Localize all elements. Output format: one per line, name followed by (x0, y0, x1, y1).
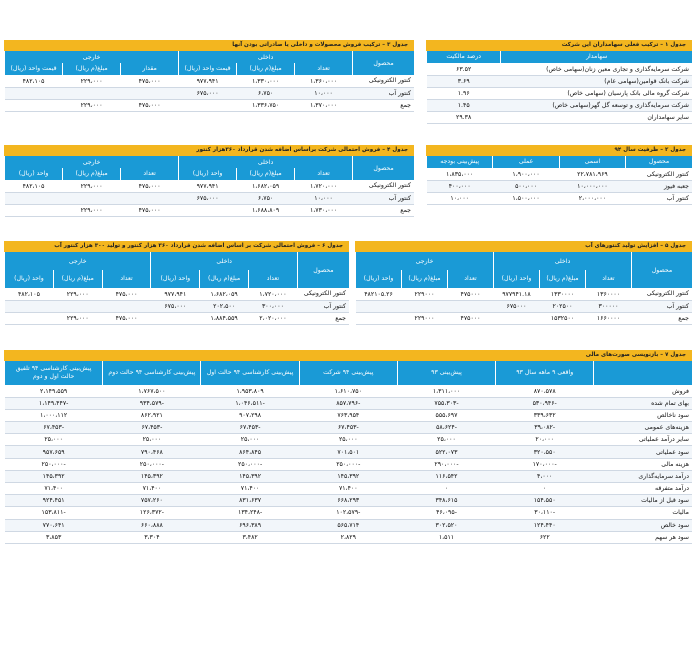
table-row (5, 99, 415, 111)
table-cell: ۹۷۷،۹۴۱ (179, 180, 237, 192)
table-row (356, 312, 693, 324)
table-cell: ۱.۴۵ (427, 99, 501, 111)
table-cell: ۱۰،۰۰۰ (295, 192, 353, 204)
table-row (5, 312, 350, 324)
table-cell: ۲،۰۲۰،۰۰۰ (249, 312, 298, 324)
table-cell: ۱،۷۳۰،۰۰۰ (295, 204, 353, 216)
table-cell: ۶،۷۵۰ (237, 87, 295, 99)
table-2-capacity (426, 145, 692, 205)
table-cell: ۳۰۰،۰۰۰ (249, 300, 298, 312)
header: درصد مالکیت (427, 51, 501, 63)
table-cell: ۱۴۵،۳۹۲ (5, 470, 103, 482)
table-cell: ۷۶۳،۹۵۴ (299, 409, 397, 421)
row-label: بهای تمام شده (594, 397, 692, 409)
table-cell: ۱،۶۱۰،۷۵۰ (299, 385, 397, 397)
column-header: تعداد (295, 168, 353, 180)
table-cell: ۴۷۵،۰۰۰ (102, 288, 151, 300)
table-cell: ۶۷۵،۰۰۰ (179, 192, 237, 204)
row-label: جمع (297, 312, 349, 324)
table-cell: ۹۵۷،۶۵۹ (5, 446, 103, 458)
table-cell: -۲۵۰،۰۰۰ (299, 458, 397, 470)
product-header: محصول (631, 252, 692, 288)
table-cell: ۸۶۴،۸۴۵ (201, 446, 299, 458)
column-header: واحد (ریال) (356, 270, 402, 288)
table-row (5, 507, 693, 519)
table-cell (102, 300, 151, 312)
table-cell: ۴۷۵،۰۰۰ (121, 180, 179, 192)
column-header: تعداد (448, 270, 494, 288)
row-label: سایر سهامداران (501, 111, 692, 123)
table-cell: ۲۲۹،۰۰۰ (53, 288, 102, 300)
table-row (5, 204, 415, 216)
foreign-header: خارجی (5, 156, 179, 168)
row-label: سود عملیاتی (594, 446, 692, 458)
table-cell: ۲۰،۰۰۰ (496, 434, 594, 446)
table-cell: -۱۵۳،۸۱۱ (5, 507, 103, 519)
table-cell: -۵۳۰،۹۴۶ (496, 397, 594, 409)
table-cell: ۱،۳۳۰،۰۰۰ (237, 75, 295, 87)
table-cell: -۲۵۰،۰۰۰ (103, 458, 201, 470)
table-cell: -۶۷،۴۵۳ (201, 422, 299, 434)
table-cell: ۵۰۰،۰۰۰ (493, 180, 559, 192)
table-cell: ۴۷۵،۰۰۰ (121, 204, 179, 216)
table-row (5, 87, 415, 99)
table-cell: ۶۷۵۰۰۰ (493, 300, 539, 312)
table-5-title: جدول ۵ – افزایش تولید کنتورهای آب (355, 241, 692, 252)
table-row (5, 495, 693, 507)
table-cell: ۲،۰۰۰،۰۰۰ (559, 192, 625, 204)
table-row (427, 180, 693, 192)
table-cell: ۲۵،۰۰۰ (5, 434, 103, 446)
table-cell: ۴،۰۰۰ (496, 470, 594, 482)
column-header: پیش‌بینی کارشناسی ۹۴ حالت اول (201, 361, 299, 385)
table-row (427, 87, 693, 99)
row-label: کنتور الکترونیکی (626, 168, 692, 180)
row-label: کنتور الکترونیکی (631, 288, 692, 300)
table-cell: ۱،۸۸۴،۵۵۹ (200, 312, 249, 324)
table-cell: ۱،۸۳۵،۰۰۰ (427, 168, 493, 180)
table-cell: ۱۰،۰۰۰ (427, 192, 493, 204)
table-row (5, 288, 350, 300)
row-label: جمع (353, 99, 414, 111)
table-cell: ۳،۴۸۲ (201, 531, 299, 543)
table-cell: -۲۵۰،۰۰۰ (5, 458, 103, 470)
table-cell (5, 312, 54, 324)
table-cell: ۷۱،۴۰۰ (103, 483, 201, 495)
product-header: محصول (353, 156, 414, 180)
table-cell: ۴۷۵،۰۰۰ (102, 312, 151, 324)
column-header: واحد (ریال) (5, 168, 63, 180)
table-cell: ۹۷۷،۹۴۱ (179, 75, 237, 87)
table-1-title: جدول ۱ – ترکیب فعلی سهامداران این شرکت (426, 40, 692, 51)
table-cell (493, 312, 539, 324)
table-row (5, 470, 693, 482)
column-header: پیش‌بینی ۹۳ (397, 361, 495, 385)
table-cell: -۶۷،۴۵۳ (103, 422, 201, 434)
table-6-title: جدول ۶ – فروش احتمالی شرکت بر اساس اضافه شدن قرارداد ۳۶۰ هزار کنتور و تولید ۳۰۰ هزار کنتور آب (4, 241, 349, 252)
table-cell: ۹۷۷،۹۴۱ (151, 288, 200, 300)
row-label: سایر درآمد عملیاتی (594, 434, 692, 446)
table-cell: -۴۶،۰۹۵ (397, 507, 495, 519)
table-7-title: جدول ۷ – بازنویسی صورت‌های مالی (4, 350, 692, 361)
table-cell: ۳۴۸،۶۱۵ (397, 495, 495, 507)
table-cell: ۲۲۹۰۰۰ (402, 288, 448, 300)
table-cell: -۹۳۴،۵۷۹ (103, 397, 201, 409)
table-cell: ۱،۷۲۰،۰۰۰ (249, 288, 298, 300)
table-cell: ۶۷۵،۰۰۰ (151, 300, 200, 312)
domestic-header: داخلی (179, 51, 353, 63)
table-row (5, 385, 693, 397)
header: سهامدار (501, 51, 692, 63)
table-cell: ۴۸۲۱۰۵.۲۶ (356, 288, 402, 300)
table-cell: ۳۰۰۰۰۰ (585, 300, 631, 312)
table-cell: ۹۰۷،۲۹۸ (201, 409, 299, 421)
table-row (427, 75, 693, 87)
foreign-header: خارجی (5, 252, 151, 270)
table-cell: ۴۸۲،۱۰۵ (5, 288, 54, 300)
row-label: جمع (353, 204, 414, 216)
row-label: جمع (631, 312, 692, 324)
row-label: شرکت سرمایه‌گذاری و توسعه گل گهر(سهامی خاص) (501, 99, 692, 111)
table-cell: ۲۲۹،۰۰۰ (63, 99, 121, 111)
table-cell: ۱،۳۱۱،۰۰۰ (397, 385, 495, 397)
table-cell: ۱۰،۰۰۰،۰۰۰ (559, 180, 625, 192)
table-row (5, 446, 693, 458)
table-2-title: جدول ۲ – ظرفیت سال ۹۴ (426, 145, 692, 156)
column-header: قیمت واحد (ریال) (5, 63, 63, 75)
table-cell: ۳،۳۰۴ (103, 531, 201, 543)
table-row (5, 458, 693, 470)
column-header: واقعی ۹ ماهه سال ۹۳ (496, 361, 594, 385)
column-header: مبلغ(م ریال) (63, 63, 121, 75)
table-cell (5, 192, 63, 204)
table-cell (63, 87, 121, 99)
row-label: درآمد متفرقه (594, 483, 692, 495)
column-header: واحد (ریال) (493, 270, 539, 288)
table-cell: ۴۷۵،۰۰۰ (121, 99, 179, 111)
table-cell: ۲،۸۲۹ (299, 531, 397, 543)
column-header: تعداد (102, 270, 151, 288)
table-row (5, 75, 415, 87)
table-cell: ۲۲،۷۸۱،۹۶۹ (559, 168, 625, 180)
table-cell: ۱۴۵،۳۹۲ (201, 470, 299, 482)
column-header: پیش‌بینی ۹۴ شرکت (299, 361, 397, 385)
table-cell: ۶۹۶،۳۸۹ (201, 519, 299, 531)
domestic-header: داخلی (493, 252, 631, 270)
column-header: محصول (626, 156, 692, 168)
table-1-shareholders (426, 40, 692, 124)
column-header: مبلغ(م ریال) (237, 168, 295, 180)
table-row (5, 422, 693, 434)
table-cell: ۱۶۶۰۰۰۰ (585, 312, 631, 324)
table-cell: -۶۷،۴۵۳ (5, 422, 103, 434)
table-cell: ۱،۹۰۰،۰۰۰ (493, 168, 559, 180)
table-cell: ۱۴۵،۳۹۲ (299, 470, 397, 482)
table-row (5, 180, 415, 192)
column-header: تعداد (585, 270, 631, 288)
table-cell: ۳۰۲،۵۲۰ (397, 519, 495, 531)
table-cell (63, 192, 121, 204)
row-label: سود هر سهم (594, 531, 692, 543)
table-cell: -۸۵۷،۷۹۶ (299, 397, 397, 409)
table-cell: ۳،۸۵۳ (5, 531, 103, 543)
table-row (5, 300, 350, 312)
row-label: جعبه فیوز (626, 180, 692, 192)
table-cell: ۱،۶۸۸،۸۰۹ (237, 204, 295, 216)
table-cell: ۷۱،۴۰۰ (5, 483, 103, 495)
table-row (427, 111, 693, 123)
domestic-header: داخلی (179, 156, 353, 168)
column-header: پیش‌بینی کارشناسی ۹۴ تلفیق حالت اول و دوم (5, 361, 103, 385)
table-cell: ۴۷۵۰۰۰ (448, 288, 494, 300)
table-3-title: جدول ۳ – ترکیب فروش محصولات و داخلی یا صادراتی بودن آنها (4, 40, 414, 51)
table-cell: ۲۵،۰۰۰ (103, 434, 201, 446)
row-label: شرکت گروه مالی بانک پارسیان (سهامی خاص) (501, 87, 692, 99)
table-cell: ۷۹۰،۴۶۸ (103, 446, 201, 458)
table-cell: ۹۲۴،۴۵۱ (5, 495, 103, 507)
table-row (5, 192, 415, 204)
row-label: کنتور آب (353, 192, 414, 204)
table-cell: ۲۲۹،۰۰۰ (53, 312, 102, 324)
table-cell: ۱۵۴،۵۵۰ (496, 495, 594, 507)
table-cell: ۲۹.۳۸ (427, 111, 501, 123)
table-cell: ۱۰،۰۰۰ (295, 87, 353, 99)
table-cell: ۶۶۰،۸۸۸ (103, 519, 201, 531)
table-cell: ۱۵۳۲۵۰۰ (539, 312, 585, 324)
row-label: مالیات (594, 507, 692, 519)
column-header: واحد (ریال) (179, 168, 237, 180)
table-cell: -۱،۱۴۹،۴۴۷ (5, 397, 103, 409)
table-row (427, 63, 693, 75)
table-cell: -۱۰۲،۵۷۹ (299, 507, 397, 519)
table-4-title: جدول ۴ – فروش احتمالی شرکت براساس اضافه شدن قرارداد ۳۶۰هزار کنتور (4, 145, 414, 156)
column-header: تعداد (121, 168, 179, 180)
table-cell (5, 99, 63, 111)
table-cell: ۲۲۹،۰۰۰ (63, 75, 121, 87)
column-header: قیمت واحد (ریال) (179, 63, 237, 75)
table-cell: ۷۵۷،۲۶۰ (103, 495, 201, 507)
table-cell (5, 300, 54, 312)
table-cell: ۶۷۵،۰۰۰ (179, 87, 237, 99)
table-cell: ۶۶۸،۲۹۳ (299, 495, 397, 507)
row-label: کنتور آب (626, 192, 692, 204)
column-header: واحد (ریال) (5, 270, 54, 288)
table-cell: ۷۱،۴۰۰ (201, 483, 299, 495)
table-cell: ۱۴۵،۳۹۲ (103, 470, 201, 482)
table-cell: -۲۵۰،۰۰۰ (201, 458, 299, 470)
table-cell: -۱۷۰،۰۰۰ (496, 458, 594, 470)
table-cell: ۲۵،۰۰۰ (397, 434, 495, 446)
table-cell: ۴۷۵۰۰۰ (448, 312, 494, 324)
table-row (5, 434, 693, 446)
table-cell: ۱،۳۶۰،۰۰۰ (295, 75, 353, 87)
table-row (356, 300, 693, 312)
table-cell: ۸۶۲،۹۲۱ (103, 409, 201, 421)
row-label: هزینه‌های عمومی (594, 422, 692, 434)
table-cell: ۵۵۵،۶۹۷ (397, 409, 495, 421)
table-row (5, 519, 693, 531)
table-cell: ۱۲۴،۴۴۰ (496, 519, 594, 531)
table-cell: ۶۳.۵۲ (427, 63, 501, 75)
table-cell: ۱،۵۰۰،۰۰۰ (493, 192, 559, 204)
table-cell (179, 99, 237, 111)
row-label: شرکت بانک قوامین(سهامی عام) (501, 75, 692, 87)
table-cell: ۷۷۰،۶۴۱ (5, 519, 103, 531)
column-header: تعداد (249, 270, 298, 288)
table-cell: -۳۹،۰۸۲ (496, 422, 594, 434)
column-header: مبلغ(م ریال) (63, 168, 121, 180)
row-label: کنتور آب (353, 87, 414, 99)
table-cell: ۴۰۰،۰۰۰ (427, 180, 493, 192)
table-cell: ۱،۶۸۲،۰۵۹ (237, 180, 295, 192)
table-cell: ۱۱۶،۵۴۲ (397, 470, 495, 482)
table-cell: ۷۱،۴۰۰ (299, 483, 397, 495)
table-row (427, 168, 693, 180)
table-cell: ۲،۱۴۹،۵۵۹ (5, 385, 103, 397)
table-cell: ۵۶۵،۷۱۴ (299, 519, 397, 531)
table-cell (151, 312, 200, 324)
table-cell (402, 300, 448, 312)
product-header: محصول (297, 252, 349, 288)
table-4-probable-sales (4, 145, 414, 217)
table-row (427, 99, 693, 111)
table-cell (121, 87, 179, 99)
table-cell: ۱،۶۸۲،۰۵۹ (200, 288, 249, 300)
table-cell: ۲۵،۰۰۰ (299, 434, 397, 446)
column-header: مبلغ(م ریال) (237, 63, 295, 75)
row-label: کنتور الکترونیکی (353, 180, 414, 192)
table-row (427, 192, 693, 204)
column-header: واحد (ریال) (151, 270, 200, 288)
table-cell: ۱۳۳۰۰۰۰ (539, 288, 585, 300)
table-cell: ۱،۰۰۰،۱۱۲ (5, 409, 103, 421)
row-label: هزینه مالی (594, 458, 692, 470)
table-cell: -۶۷،۴۵۳ (299, 422, 397, 434)
column-header: تعداد (295, 63, 353, 75)
column-header: پیش‌بینی بودجه (427, 156, 493, 168)
domestic-header: داخلی (151, 252, 297, 270)
table-cell: ۳۳۹،۶۳۲ (496, 409, 594, 421)
table-cell: ۱،۹۵۳،۸۰۹ (201, 385, 299, 397)
table-cell: ۵۲۲،۰۷۳ (397, 446, 495, 458)
table-3-sales-mix (4, 40, 414, 112)
row-label: کنتور آب (631, 300, 692, 312)
table-cell: ۱،۷۲۰،۰۰۰ (295, 180, 353, 192)
column-header: عملی (493, 156, 559, 168)
table-cell: ۱،۷۶۷،۵۰۰ (103, 385, 201, 397)
table-cell: ۳.۶۹ (427, 75, 501, 87)
column-header: مبلغ(م ریال) (53, 270, 102, 288)
table-cell: ۴۸۲،۱۰۵ (5, 180, 63, 192)
table-cell: ۱،۵۱۱ (397, 531, 495, 543)
table-7-financials (4, 350, 692, 544)
row-label: سود خالص (594, 519, 692, 531)
table-cell: ۹۷۷۹۴۱.۱۸ (493, 288, 539, 300)
column-header: پیش‌بینی کارشناسی ۹۴ حالت دوم (103, 361, 201, 385)
table-row (5, 531, 693, 543)
row-label: فروش (594, 385, 692, 397)
table-cell (179, 204, 237, 216)
table-cell: ۲۲۹،۰۰۰ (63, 204, 121, 216)
table-cell: ۲۰۲،۵۰۰ (200, 300, 249, 312)
table-cell: ۸۳۱،۶۳۷ (201, 495, 299, 507)
column-header: مبلغ(م ریال) (200, 270, 249, 288)
row-label: درآمد سرمایه‌گذاری (594, 470, 692, 482)
table-cell: ۷۰۱،۵۰۱ (299, 446, 397, 458)
table-5-water-meters (355, 241, 692, 325)
table-cell: ۲۵،۰۰۰ (201, 434, 299, 446)
table-cell: ۴۷۵،۰۰۰ (121, 75, 179, 87)
table-6-combined-sales (4, 241, 349, 325)
row-label: سود قبل از مالیات (594, 495, 692, 507)
table-cell (448, 300, 494, 312)
table-cell: -۳۰،۱۱۰ (496, 507, 594, 519)
table-cell: ۸۷۰،۵۷۸ (496, 385, 594, 397)
table-cell: ۳۲۰،۵۵۰ (496, 446, 594, 458)
column-header: مبلغ(م ریال) (539, 270, 585, 288)
product-header: محصول (353, 51, 414, 75)
table-cell: -۲۹۰،۰۰۰ (397, 458, 495, 470)
table-row (5, 483, 693, 495)
table-cell (356, 300, 402, 312)
row-label: کنتور الکترونیکی (353, 75, 414, 87)
table-cell: -۱،۰۴۶،۵۱۱ (201, 397, 299, 409)
column-header (594, 361, 692, 385)
table-cell: ۶۲۲ (496, 531, 594, 543)
table-row (356, 288, 693, 300)
table-cell (121, 192, 179, 204)
foreign-header: خارجی (5, 51, 179, 63)
table-cell (53, 300, 102, 312)
table-cell: ۱۳۶۰۰۰۰ (585, 288, 631, 300)
table-cell: -۵۸،۶۲۴ (397, 422, 495, 434)
row-label: سود ناخالص (594, 409, 692, 421)
column-header: مبلغ(م ریال) (402, 270, 448, 288)
table-cell: ۲۲۹،۰۰۰ (63, 180, 121, 192)
table-cell (356, 312, 402, 324)
table-row (5, 409, 693, 421)
column-header: مقدار (121, 63, 179, 75)
table-cell: ۴۸۲،۱۰۵ (5, 75, 63, 87)
table-cell: -۱۲۶،۳۷۲ (103, 507, 201, 519)
table-cell: ۲۲۹۰۰۰ (402, 312, 448, 324)
table-cell: ۰ (496, 483, 594, 495)
table-cell: ۱.۹۶ (427, 87, 501, 99)
row-label: کنتور الکترونیکی (297, 288, 349, 300)
row-label: شرکت سرمایه‌گذاری و تجاری معین زنان(سهامی خاص) (501, 63, 692, 75)
table-cell: ۱،۳۳۶،۷۵۰ (237, 99, 295, 111)
table-cell: -۱۳۴،۲۴۸ (201, 507, 299, 519)
column-header: اسمی (559, 156, 625, 168)
foreign-header: خارجی (356, 252, 494, 270)
table-cell: -۷۵۵،۳۰۳ (397, 397, 495, 409)
row-label: کنتور آب (297, 300, 349, 312)
table-cell: ۰ (397, 483, 495, 495)
table-cell (5, 87, 63, 99)
table-cell: ۶،۷۵۰ (237, 192, 295, 204)
table-cell (5, 204, 63, 216)
table-row (5, 397, 693, 409)
table-cell: ۲۰۲۵۰۰ (539, 300, 585, 312)
table-cell: ۱،۳۷۰،۰۰۰ (295, 99, 353, 111)
